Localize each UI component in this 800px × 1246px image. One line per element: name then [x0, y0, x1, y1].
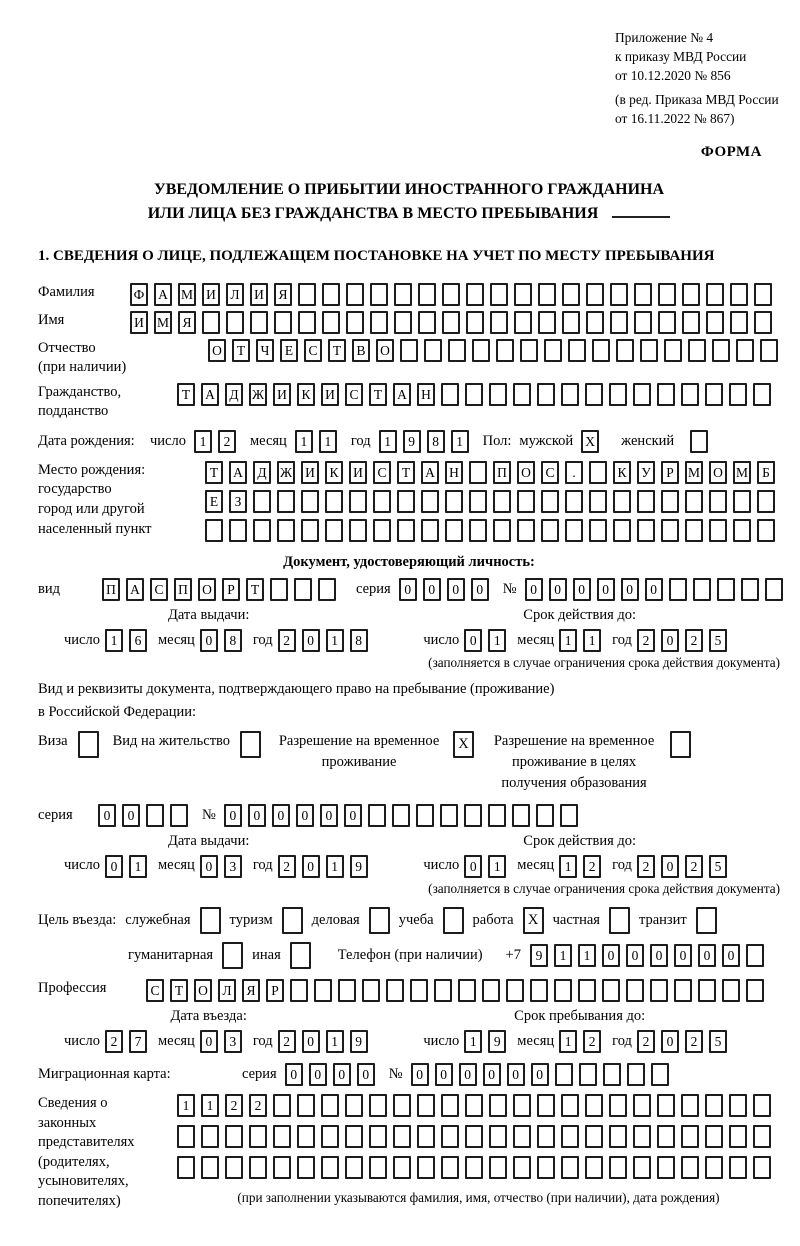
day-label: число [150, 432, 186, 449]
day-label: число [423, 857, 460, 874]
option-visa-label: Виза [38, 732, 68, 749]
purpose-tourism-label: туризм [229, 912, 273, 929]
option-temp-residence-checkbox[interactable]: X [453, 731, 474, 758]
identity-expiry-year-cells[interactable]: 2 0 2 5 [637, 629, 733, 652]
residence-doc-options [38, 731, 780, 794]
annex-line-3: от 10.12.2020 № 856 [615, 68, 731, 84]
option-visa-checkbox[interactable] [78, 731, 99, 758]
purpose-work-checkbox[interactable]: X [523, 907, 544, 934]
purpose-study-checkbox[interactable] [443, 907, 464, 934]
month-label: месяц [517, 1032, 555, 1049]
annex-line-2: к приказу МВД России [615, 49, 747, 65]
residence-issue-year-cells[interactable]: 2 0 1 9 [278, 855, 374, 878]
month-label: месяц [517, 631, 555, 648]
identity-issue-title: Дата выдачи: [167, 607, 250, 624]
residence-issue-title: Дата выдачи: [167, 833, 250, 850]
residence-doc-number-cells[interactable]: 0 0 0 0 0 0 [224, 804, 584, 827]
residence-doc-series-label: серия [38, 806, 73, 823]
surname-row [38, 283, 780, 306]
residence-doc-series-row [38, 804, 780, 827]
purpose-label: Цель въезда: [38, 912, 117, 929]
birth-date-row [38, 430, 780, 453]
profession-label: Профессия [38, 980, 107, 997]
purpose-humanitarian-checkbox[interactable] [222, 942, 243, 969]
entry-stay-header [38, 1007, 780, 1027]
entry-date-title: Дата въезда: [170, 1008, 247, 1025]
representatives-label: Сведения о законных представителях (родителях, усыновителях, попечителях) [38, 1094, 135, 1209]
surname-label: Фамилия [38, 283, 95, 300]
year-label: год [612, 1032, 632, 1049]
representatives-cells-block [177, 1094, 780, 1207]
phone-prefix: +7 [505, 947, 521, 964]
year-label: год [350, 432, 371, 449]
birth-year-cells[interactable]: 1 9 8 1 [379, 430, 475, 453]
month-label: месяц [157, 631, 195, 648]
residence-doc-series-cells[interactable]: 0 0 [98, 804, 194, 827]
option-residence-permit [113, 731, 261, 758]
day-label: число [64, 631, 100, 648]
residence-doc-number-sign: № [202, 806, 216, 823]
residence-issue-month-cells[interactable]: 0 3 [200, 855, 248, 878]
identity-issue-month-cells[interactable]: 0 8 [200, 629, 248, 652]
option-residence-permit-label: Вид на жительство [112, 732, 231, 749]
migration-card-series-cells[interactable]: 0 0 0 0 [285, 1063, 381, 1086]
identity-doc-kind-row [38, 578, 780, 601]
citizenship-label: Гражданство, подданство [38, 383, 122, 420]
phone-label: Телефон (при наличии) [337, 947, 483, 964]
identity-expiry-note: (заполняется в случае ограничения срока действия документа) [428, 655, 780, 671]
option-temp-residence-education-checkbox[interactable] [670, 731, 691, 758]
purpose-private-checkbox[interactable] [609, 907, 630, 934]
identity-expiry-title: Срок действия до: [523, 607, 637, 624]
identity-doc-number-sign: № [502, 581, 517, 598]
month-label: месяц [517, 857, 555, 874]
identity-issue-day-cells[interactable]: 1 6 [105, 629, 153, 652]
birth-place-row1-cells[interactable]: Т А Д Ж И К И С Т А Н П О С . К У Р М О М Б [205, 461, 781, 484]
purpose-private-label: частная [552, 912, 600, 929]
residence-expiry-day-cells[interactable]: 0 1 [464, 855, 512, 878]
patronymic-label: Отчество (при наличии) [38, 339, 127, 376]
identity-doc-series-cells[interactable]: 0 0 0 0 [399, 578, 495, 601]
purpose-other-checkbox[interactable] [290, 942, 311, 969]
identity-issue-year-cells[interactable]: 2 0 1 8 [278, 629, 374, 652]
option-temp-residence [275, 731, 474, 773]
migration-card-row [38, 1063, 780, 1086]
annex-block [615, 28, 780, 128]
birth-place-row [38, 461, 780, 548]
entry-month-cells[interactable]: 0 3 [200, 1030, 248, 1053]
residence-expiry-month-cells[interactable]: 1 2 [559, 855, 607, 878]
entry-stay-dates-row [38, 1030, 780, 1053]
entry-day-cells[interactable]: 2 7 [105, 1030, 153, 1053]
option-temp-residence-education-label: Разрешение на временное проживание в целях получения образования [493, 732, 655, 791]
purpose-other-label: иная [252, 947, 281, 964]
day-label: число [423, 1032, 460, 1049]
given-name-row [38, 311, 780, 334]
purpose-official-checkbox[interactable] [200, 907, 221, 934]
option-temp-residence-education [488, 731, 691, 794]
day-label: число [64, 857, 100, 874]
birth-day-cells[interactable]: 1 2 [194, 430, 242, 453]
migration-card-number-sign: № [388, 1065, 403, 1082]
month-label: месяц [249, 432, 287, 449]
migration-card-number-cells[interactable]: 0 0 0 0 0 0 [411, 1063, 675, 1086]
annex-edit-line-2: от 16.11.2022 № 867) [615, 111, 735, 127]
gender-female-checkbox[interactable] [690, 430, 714, 453]
gender-male-checkbox[interactable]: X [581, 430, 605, 453]
citizenship-cells[interactable]: Т А Д Ж И К И С Т А Н [177, 383, 777, 406]
representatives-row [38, 1094, 780, 1211]
migration-card-series-label: серия [242, 1065, 277, 1082]
residence-doc-dates-row [38, 855, 780, 878]
year-label: год [252, 857, 273, 874]
month-label: месяц [157, 857, 195, 874]
profession-row [38, 979, 780, 1002]
purpose-humanitarian-label: гуманитарная [128, 947, 214, 964]
surname-cells[interactable]: Ф А М И Л И Я [130, 283, 778, 306]
given-name-label: Имя [38, 311, 65, 328]
day-label: число [64, 1032, 100, 1049]
stay-until-title: Срок пребывания до: [514, 1008, 646, 1025]
identity-doc-kind-cells[interactable]: П А С П О Р Т [102, 578, 342, 601]
year-label: год [252, 631, 273, 648]
profession-cells[interactable]: С Т О Л Я Р [146, 979, 770, 1002]
form-label: ФОРМА [700, 144, 762, 161]
purpose-official-label: служебная [125, 912, 191, 929]
given-name-cells[interactable]: И М Я [130, 311, 778, 334]
identity-doc-kind-label: вид [38, 581, 60, 598]
migration-card-label: Миграционная карта: [38, 1065, 171, 1082]
gender-female-label: женский [621, 432, 675, 449]
month-label: месяц [157, 1032, 195, 1049]
purpose-transit-checkbox[interactable] [696, 907, 717, 934]
residence-expiry-note: (заполняется в случае ограничения срока действия документа) [428, 880, 780, 896]
birth-place-cells-block [205, 461, 781, 548]
residence-issue-day-cells[interactable]: 0 1 [105, 855, 153, 878]
annex-line-1: Приложение № 4 [615, 30, 714, 45]
birth-place-row2-cells[interactable]: Е З [205, 490, 781, 513]
citizenship-row [38, 383, 780, 422]
title-blank-line [612, 202, 670, 218]
purpose-transit-label: транзит [638, 912, 687, 929]
identity-expiry-month-cells[interactable]: 1 1 [559, 629, 607, 652]
representatives-row2-cells[interactable] [177, 1125, 780, 1148]
identity-doc-number-cells[interactable]: 0 0 0 0 0 0 [525, 578, 789, 601]
purpose-row2 [128, 942, 780, 969]
form-title [38, 178, 780, 226]
purpose-business-label: деловая [311, 912, 360, 929]
birth-date-label: Дата рождения: [38, 432, 135, 449]
patronymic-cells[interactable]: О Т Ч Е С Т В О [208, 339, 784, 362]
birth-place-label: Место рождения: государство город или другой населенный пункт [38, 461, 152, 537]
representatives-note: (при заполнении указываются фамилия, имя, отчество (при наличии), дата рождения) [237, 1189, 720, 1205]
option-visa [38, 731, 99, 758]
residence-doc-dates-header [38, 832, 780, 852]
purpose-business-checkbox[interactable] [369, 907, 390, 934]
residence-expiry-title: Срок действия до: [523, 833, 637, 850]
patronymic-row [38, 339, 780, 378]
form-title-line2: ИЛИ ЛИЦА БЕЗ ГРАЖДАНСТВА В МЕСТО ПРЕБЫВАНИЯ [38, 202, 780, 226]
day-label: число [423, 631, 460, 648]
purpose-row1 [38, 907, 780, 934]
purpose-study-label: учеба [398, 912, 434, 929]
identity-doc-series-label: серия [356, 581, 391, 598]
stay-month-cells[interactable]: 1 2 [559, 1030, 607, 1053]
year-label: год [612, 857, 632, 874]
purpose-work-label: работа [472, 912, 514, 929]
annex-edit-line-1: (в ред. Приказа МВД России [615, 92, 779, 108]
year-label: год [612, 631, 632, 648]
gender-label: Пол: [482, 432, 512, 449]
birth-month-cells[interactable]: 1 1 [295, 430, 343, 453]
section1-title: 1. СВЕДЕНИЯ О ЛИЦЕ, ПОДЛЕЖАЩЕМ ПОСТАНОВКЕ НА УЧЕТ ПО МЕСТУ ПРЕБЫВАНИЯ [38, 248, 715, 265]
stay-day-cells[interactable]: 1 9 [464, 1030, 512, 1053]
residence-expiry-year-cells[interactable]: 2 0 2 5 [637, 855, 733, 878]
identity-doc-dates-header [38, 606, 780, 626]
residence-doc-line2: в Российской Федерации: [38, 704, 197, 721]
option-residence-permit-checkbox[interactable] [240, 731, 261, 758]
year-label: год [252, 1032, 273, 1049]
option-temp-residence-label: Разрешение на временное проживание [278, 732, 440, 770]
identity-expiry-day-cells[interactable]: 0 1 [464, 629, 512, 652]
entry-year-cells[interactable]: 2 0 1 9 [278, 1030, 374, 1053]
identity-doc-dates-row [38, 629, 780, 652]
form-title-line1: УВЕДОМЛЕНИЕ О ПРИБЫТИИ ИНОСТРАННОГО ГРАЖДАНИНА [153, 181, 665, 199]
representatives-row3-cells[interactable] [177, 1156, 780, 1179]
representatives-row1-cells[interactable]: 1 1 2 2 [177, 1094, 780, 1117]
phone-cells[interactable]: 9 1 1 0 0 0 0 0 0 [530, 944, 770, 967]
stay-year-cells[interactable]: 2 0 2 5 [637, 1030, 733, 1053]
gender-male-label: мужской [519, 432, 574, 449]
identity-doc-header: Документ, удостоверяющий личность: [283, 553, 535, 570]
birth-place-row3-cells[interactable] [205, 519, 781, 542]
purpose-tourism-checkbox[interactable] [282, 907, 303, 934]
residence-doc-line1: Вид и реквизиты документа, подтверждающего право на пребывание (проживание) [38, 680, 555, 697]
